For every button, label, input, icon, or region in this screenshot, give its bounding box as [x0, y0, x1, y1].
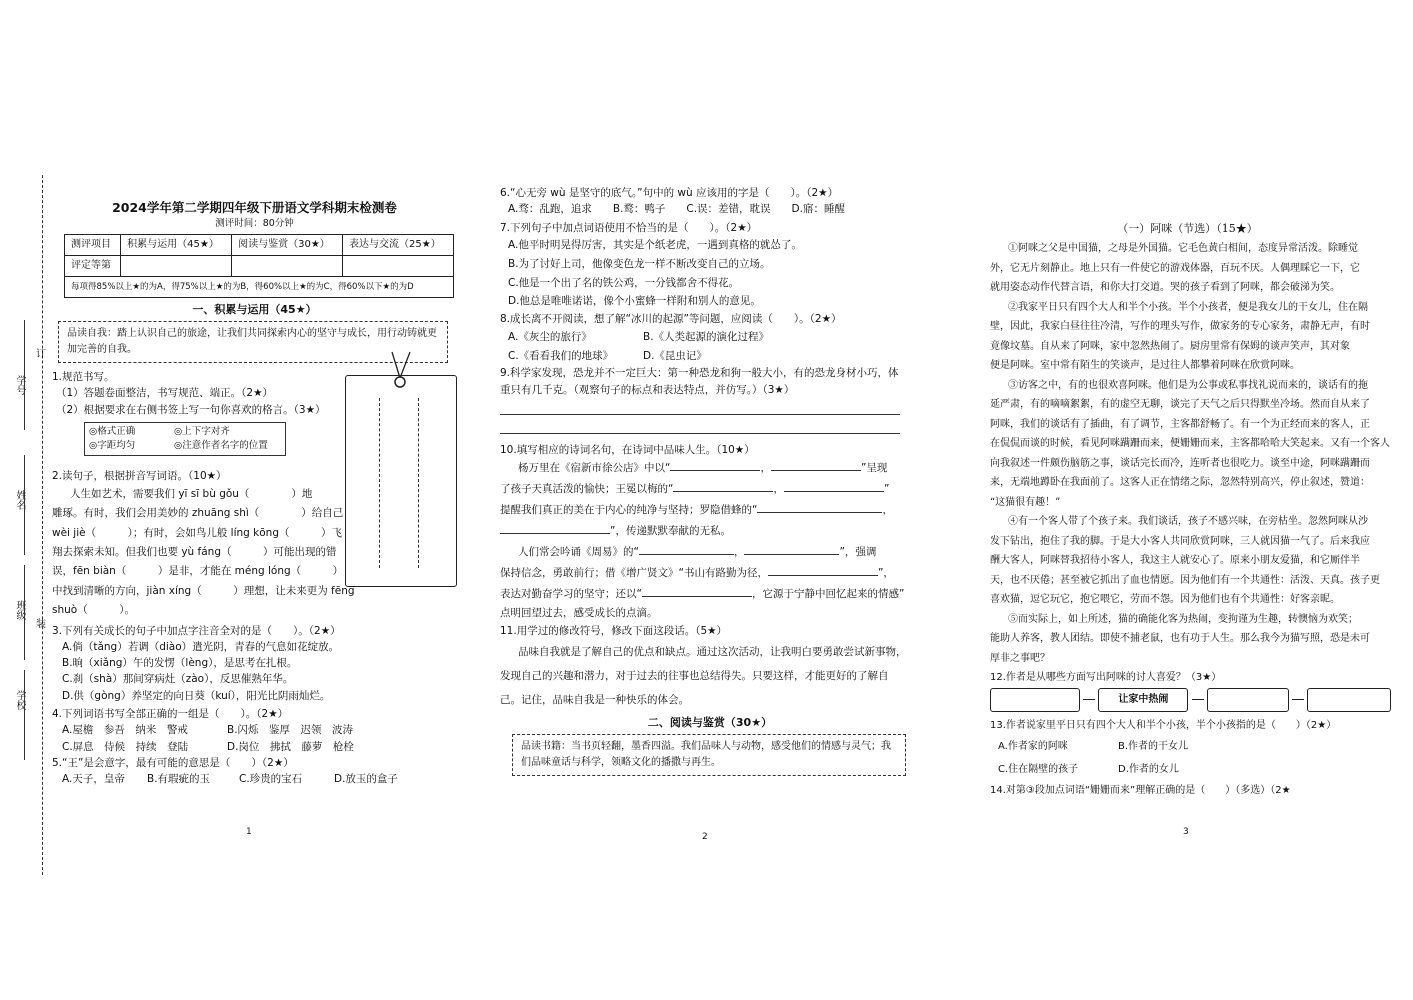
- question-6: 6.“心无旁 wù 是坚守的底气。”句中的 wù 应该用的字是（ ）。（2★）: [500, 187, 839, 199]
- bookmark-guide-line: [418, 398, 419, 568]
- question-8: 8.成长离不开阅读，想了解“冰川的起源”等问题，应阅读（ ）。（2★）: [500, 313, 842, 326]
- question-2-text: 中找到清晰的方向，jiàn xíng（ ）理想，让未来更为 fēng: [52, 584, 355, 597]
- passage-line: 发下钻出，抱住了我的脚。于是大小客人共同欣赏阿咪，三人就因猫一气了。后来我应: [990, 535, 1370, 547]
- question-3: 3.下列有关成长的句子中加点字注音全对的是（ ）。（2★）: [52, 624, 341, 637]
- section-2-heading: 二、阅读与鉴赏（30★）: [647, 716, 773, 730]
- poem-blank[interactable]: [670, 470, 760, 471]
- question-11-passage[interactable]: 己。记住，品味自我是一种快乐的体会。: [500, 694, 689, 707]
- poem-blank[interactable]: [639, 554, 734, 555]
- margin-binding-mark-top: 订: [36, 349, 46, 360]
- score-table: [64, 234, 454, 298]
- passage-line: ⑤而实际上，如上所述，猫的确能化客为热闹，变拘谨为生趣，转懊恼为欢笑；: [1008, 613, 1358, 625]
- exam-time: 测评时间：80分钟: [215, 218, 294, 230]
- margin-class-label: 班级: [14, 600, 25, 620]
- section-2-intro: 品读书籍：当书页轻翻，墨香四溢。我们品味人与动物，感受他们的情感与灵气；我们品味童话与科学，领略文化的播撒与再生。: [512, 734, 906, 776]
- question-8-option-a[interactable]: A.《灰尘的旅行》: [508, 330, 592, 343]
- question-10-text: 提醒我们真正的美在于内心的纯净与坚持；罗隐借蜂的“: [500, 504, 758, 517]
- question-4-option-a[interactable]: A.屋檐 参吾 纳米 警戒: [62, 724, 188, 737]
- passage-line: ①阿咪之父是中国猫，之母是外国猫。它毛色黄白相间，态度异常活泼。除睡觉: [1008, 243, 1358, 255]
- question-10-text: 人们常会吟诵《周易》的“: [518, 546, 639, 559]
- bookmark-guide-line: [379, 398, 380, 568]
- question-9-answer-line[interactable]: [500, 415, 900, 434]
- passage-line: 酬大客人，阿咪替我招待小客人，我这主人就安心了。原来小朋友爱猫，和它厮伴半: [990, 555, 1360, 567]
- question-2-text: 翔去探索未知。但我们也要 yù fáng（ ）可能出现的错: [52, 545, 337, 558]
- question-1: 1.规范书写。: [52, 371, 115, 384]
- question-1-part-a: （1）答题卷面整洁，书写规范、端正。（2★）: [56, 387, 274, 400]
- question-4-option-b[interactable]: B.闪烁 鉴厚 迟领 波涛: [227, 724, 354, 737]
- question-5-option-c[interactable]: C.珍贵的宝石: [239, 773, 303, 786]
- page-number-3: 3: [1183, 827, 1189, 837]
- given-answer-box: 让家中热闹: [1098, 688, 1188, 712]
- poem-blank[interactable]: [744, 554, 839, 555]
- requirement: ◎注意作者名字的位置: [174, 440, 268, 452]
- question-5-option-d[interactable]: D.放玉的盒子: [334, 773, 398, 786]
- question-10-text: ”呈现: [860, 462, 888, 475]
- question-10-text: ”，强调: [839, 546, 877, 559]
- passage-line: 能助人养客，教人团结。即使不捕老鼠，也有功于人生。那么我今为猫写照，恐是未可: [990, 633, 1370, 645]
- question-2-text: shuò（ ）。: [52, 604, 135, 617]
- bookmark-tassel-icon: [380, 350, 420, 390]
- requirement: ◎字距均匀: [89, 440, 136, 452]
- question-7-option-b[interactable]: B.为了讨好上司，他像变色龙一样不断改变自己的立场。: [508, 257, 771, 270]
- question-9-answer-line[interactable]: [500, 398, 900, 415]
- question-10-text: 表达对勤奋学习的坚守；还以“: [500, 588, 642, 601]
- passage-line: 天，也不厌倦；甚至被它抓出了血也情愿。因为他们有一个共通性：活泼、天真。孩子更: [990, 574, 1380, 586]
- grade-cell[interactable]: [343, 256, 454, 277]
- poem-blank[interactable]: [771, 470, 861, 471]
- question-3-option-c[interactable]: C.刹（shà）那间穿病灶（zào），反思催熟年华。: [62, 673, 294, 686]
- question-4: 4.下列词语书写全部正确的一组是（ ）。（2★）: [52, 707, 289, 720]
- question-10-text: ”，传递默默奉献的无私。: [610, 525, 731, 538]
- page-number-2: 2: [702, 832, 708, 842]
- passage-line: 在侃侃而谈的时候，看见阿咪蹒跚而来，便姗姗而来，主客都哈哈大笑起来。又有一个客人: [990, 438, 1390, 450]
- question-5: 5.“王”是会意字，最有可能的意思是（ ）（2★）: [52, 756, 294, 769]
- question-10-text: ，它源于宁静中回忆起来的情感”: [751, 588, 905, 601]
- question-13-option-a[interactable]: A.作者家的阿咪: [998, 741, 1068, 753]
- question-4-option-d[interactable]: D.岗位 拂拭 藤萝 枪栓: [227, 740, 354, 753]
- score-table-header: 测评项目: [65, 235, 121, 256]
- question-12: 12.作者是从哪些方面写出阿咪的讨人喜爱？（3★）: [990, 672, 1222, 684]
- poem-blank[interactable]: [784, 491, 884, 492]
- question-7: 7.下列句子中加点词语使用不恰当的是（ ）。（2★）: [500, 221, 758, 234]
- passage-line: 便是阿咪。室中常有陌生的笑谈声，是过往人都攀着阿咪在欣赏阿咪。: [990, 360, 1300, 372]
- margin-write-line-3[interactable]: [24, 565, 25, 660]
- question-2: 2.读句子，根据拼音写词语。（10★）: [52, 470, 227, 483]
- score-table-header: 表达与交流（25★）: [343, 235, 454, 256]
- passage-line: 外，它无片刻静止。地上只有一件使它的游戏体器，百玩不厌。人偶理睬它一下，它: [990, 262, 1360, 274]
- question-1-part-b: （2）根据要求在右侧书签上写一句你喜欢的格言。（3★）: [56, 403, 326, 416]
- margin-student-number-label: 学号: [14, 375, 25, 395]
- question-2-text: 雕琢。有时，我们会用美妙的 zhuāng shì（ ）给自己: [52, 507, 344, 520]
- score-table-header: 积累与运用（45★）: [121, 235, 232, 256]
- question-9: 9.科学家发现，恐龙并不一定巨大：第一种恐龙和狗一般大小，有的恐龙身材小巧，体: [500, 367, 899, 380]
- question-2-text: 误，fēn biàn（ ）是非，才能在 méng lóng（ ）: [52, 565, 344, 578]
- page-number-1: 1: [246, 827, 252, 837]
- question-10-text: 了孩子天真活泼的愉快；王冕以梅的“: [500, 483, 674, 496]
- question-11-passage[interactable]: 品味自我就是了解自己的优点和缺点。通过这次活动，让我明白要勇敢尝试新事物，: [518, 645, 907, 658]
- score-table-header: 阅读与鉴赏（30★）: [232, 235, 343, 256]
- question-10-text: 保持信念，勇敢前行；借《增广贤文》“书山有路勤为径，: [500, 567, 768, 580]
- section-1-heading: 一、积累与运用（45★）: [192, 303, 317, 317]
- question-4-option-c[interactable]: C.屏息 侍候 持续 登陆: [62, 740, 189, 753]
- passage-line: 阿咪，我们的谈话有了插曲，有了调节，主客都舒畅了。有一个为正经而来的客人，正: [990, 418, 1370, 430]
- margin-write-line-2[interactable]: [24, 455, 25, 555]
- question-13-option-d[interactable]: D.作者的女儿: [1118, 764, 1179, 776]
- question-11: 11.用学过的修改符号，修改下面这段话。（5★）: [500, 625, 728, 638]
- question-7-option-d[interactable]: D.他总是唯唯诺诺，像个小蜜蜂一样附和别人的意见。: [508, 295, 761, 308]
- requirement: ◎上下字对齐: [174, 425, 230, 437]
- question-13-option-b[interactable]: B.作者的干女儿: [1118, 741, 1189, 753]
- connector: [1192, 699, 1204, 700]
- poem-blank[interactable]: [757, 512, 882, 513]
- question-2-text: 人生如艺术，需要我们 yī sī bù gǒu（ ）地: [70, 487, 313, 500]
- grading-note: 每项得85%以上★的为A，得75%以上★的为B，得60%以上★的为C，得60%以下★的为D: [65, 277, 454, 298]
- question-13-option-c[interactable]: C.住在隔壁的孩子: [998, 764, 1079, 776]
- question-9-instruction: 重只有几千克。（观察句子的标点和表达特点，并仿写。）（3★）: [500, 383, 795, 396]
- question-8-option-b[interactable]: B.《人类起源的演化过程》: [643, 330, 770, 343]
- passage-line: 竟像坟墓。自从来了阿咪，家中忽然热闹了。厨房里常有保姆的谈声笑声，其对象: [990, 340, 1350, 352]
- margin-write-line-4[interactable]: [24, 670, 25, 760]
- passage-line: 延严肃，有的嘀嘀絮絮，有的虚空无聊，谈完了天气之后只得默坐冷场。然而自从来了: [990, 399, 1370, 411]
- question-3-option-b[interactable]: B.晌（xiǎng）午的发愣（lèng），是思考在扎根。: [62, 657, 298, 670]
- passage-title: （一）阿咪（节选）（15★）: [1117, 222, 1258, 235]
- question-8-option-c[interactable]: C.《看看我们的地球》: [508, 349, 614, 362]
- passage-line: 向我叙述一件颇伤脑筋之事，谈话完长而冷，连听者也很吃力。谈至中途，阿咪蹒跚而: [990, 457, 1370, 469]
- question-6-options[interactable]: A.骛：乱跑，追求 B.鹜：鸭子 C.误：差错，耽误 D.寤：睡醒: [508, 203, 845, 216]
- passage-line: ③访客之中，有的也很欢喜阿咪。他们是为公事或私事找礼说而来的，谈话有的拖: [1008, 379, 1368, 391]
- margin-school-label: 学校: [14, 690, 25, 710]
- poem-blank[interactable]: [673, 491, 773, 492]
- grade-cell[interactable]: [232, 256, 343, 277]
- question-10-text: ”，: [877, 567, 894, 580]
- question-3-option-d[interactable]: D.供（gòng）养坚定的向日葵（kuí），阳光比阴雨灿烂。: [62, 689, 331, 702]
- question-7-option-a[interactable]: A.他平时明晃得厉害，其实是个纸老虎，一遇到真格的就怂了。: [508, 238, 802, 251]
- answer-box[interactable]: [1207, 688, 1289, 712]
- question-3-option-a[interactable]: A.倘（tǎng）若调（diào）遣光阴，青春的气息如花绽放。: [62, 640, 340, 653]
- score-table-row-label: 评定等第: [65, 256, 121, 277]
- passage-line: ④有一个客人带了个孩子来。我们谈话，孩子不感兴味，在旁枯坐。忽然阿咪从沙: [1008, 516, 1368, 528]
- margin-binding-mark-bottom: 装: [36, 619, 46, 630]
- passage-line: 来，无端地蹲卧在我面前了。这客人正在情绪之际，忽然特别高兴，停止叙述，赞道：: [990, 477, 1370, 489]
- question-10-text: 杨万里在《宿新市徐公店》中以“: [518, 462, 671, 475]
- question-14: 14.对第③段加点词语“姗姗而来”理解正确的是（ ）（多选）（2★: [990, 785, 1291, 797]
- section-1-intro: 品读自我：踏上认识自己的旅途，让我们共同探索内心的坚守与成长，用行动铸就更加完善的自我。: [58, 321, 448, 363]
- page-3: [990, 218, 1390, 801]
- connector: [1083, 699, 1095, 700]
- requirement: ◎格式正确: [89, 425, 136, 437]
- question-10: 10.填写相应的诗词名句，在诗词中品味人生。（10★）: [500, 443, 755, 456]
- poem-blank[interactable]: [768, 575, 878, 576]
- connector: [1292, 699, 1304, 700]
- question-7-option-c[interactable]: C.他是一个出了名的铁公鸡，一分钱都舍不得花。: [508, 276, 740, 289]
- margin-name-label: 姓名: [14, 490, 25, 510]
- exam-title: 2024学年第二学期四年级下册语文学科期末检测卷: [112, 200, 397, 215]
- binding-dashed-line: [42, 175, 43, 875]
- passage-body: [990, 239, 1390, 668]
- question-5-option-b[interactable]: B.有瑕疵的玉: [147, 773, 211, 786]
- bookmark-writing-area[interactable]: [345, 375, 457, 587]
- question-12-answer-chain: [990, 688, 1385, 712]
- question-10-text: 点明回望过去，感受成长的点滴。: [500, 607, 658, 620]
- page-2: 6.“心无旁 wù 是坚守的底气。”句中的 wù 应该用的字是（ ）。（2★） A.骛：乱跑，追求 B.鹜：鸭子 C.误：差错，耽误 D.寤：睡醒 7.下列句子中加点词语使用不恰当的是（ ）。（2★） A.他平时明晃得厉害，其实是个纸老虎，一遇到真格的就怂了。 B.为了讨好上司，他像变色龙一样不断改变自己的立场。 C.他是一个出了名的铁公鸡，一分钱都舍不得花。 D.他总是唯唯诺诺，像个小蜜蜂一样附和别人的意见。 8.成长离不开阅读，想了解“冰川的起源”等问题，应阅读（ ）。（2★） A.《灰尘的旅行》 B.《人类起源的演化过程》 C.《看看我们的地球》 D.《昆虫记》 9.科学家发现，恐龙并不一定巨大：第一种恐龙和狗一般大小，有的恐龙身材小巧，体 重只有几千克。（观察句子的标点和表达特点，并仿写。）（3★） 10.填写相应的诗词名句，在诗词中品味人生。（10★） 杨万里在《宿新市徐公店》中以“ ， ”呈现 了孩子天真活泼的愉快；王冕以梅的“ ， ” 提醒我们真正的美在于内心的纯净与坚持；罗隐借蜂的“ ， ”，传递默默奉献的无私。 人们常会吟诵《周易》的“ ， ”，强调 保持信念，勇敢前行；借《增广贤文》“书山有路勤为径， ”， 表达对勤奋学习的坚守；还以“ ，它源于宁静中回忆起来的情感” 点明回望过去，感受成长的点滴。 11.用学过的修改符号，修改下面这段话。（5★） 品味自我就是了解自己的优点和缺点。通过这次活动，让我明白要勇敢尝试新事物， 发现自己的兴趣和潜力，对于过去的往事也总结得失。只要这样，才能更好的了解自 己。记住，品味自我是一种快乐的体会。 二、阅读与鉴赏（30★） 品读书籍：当书页轻翻，墨香四溢。我们品味人与动物，感受他们的情感与灵气；我们品味童话与科学，领略文化的播撒与再生。: [500, 185, 920, 776]
- question-2-text: wèi jiè（ ）；有时，会如鸟儿般 líng kōng（ ）飞: [52, 526, 343, 539]
- passage-line: ②我家平日只有四个大人和半个小孩。半个小孩者，便是我女儿的干女儿，住在隔: [1008, 301, 1368, 313]
- question-5-option-a[interactable]: A.天子，皇帝: [62, 773, 125, 786]
- passage-line: 壁，因此，我家白昼往往冷清，写作的理头写作，做家务的专心家务，肃静无声，有时: [990, 321, 1370, 333]
- grade-cell[interactable]: [121, 256, 232, 277]
- answer-box[interactable]: [990, 688, 1080, 712]
- passage-line: 就用姿态动作代替言语，和你大打交道。哭的孩子看到了阿咪，都会破涕为笑。: [990, 282, 1340, 294]
- poem-blank[interactable]: [642, 596, 752, 597]
- question-8-option-d[interactable]: D.《昆虫记》: [643, 349, 707, 362]
- passage-line: 厚非之事吧？: [990, 652, 1050, 664]
- question-11-passage[interactable]: 发现自己的兴趣和潜力，对于过去的往事也总结得失。只要这样，才能更好的了解自: [500, 669, 889, 682]
- poem-blank[interactable]: [500, 533, 610, 534]
- passage-line: “这猫很有趣！”: [990, 496, 1061, 508]
- margin-write-line-1[interactable]: [24, 320, 25, 430]
- passage-line: 喜欢猫，逗它玩它，抱它喂它，劳而不怨。因为他们也有个共通性：好客亲昵。: [990, 594, 1340, 606]
- writing-requirements: [84, 422, 286, 457]
- question-13: 13.作者说家里平日只有四个大人和半个小孩，半个小孩指的是（ ）（2★）: [990, 719, 1337, 731]
- answer-box[interactable]: [1307, 688, 1391, 712]
